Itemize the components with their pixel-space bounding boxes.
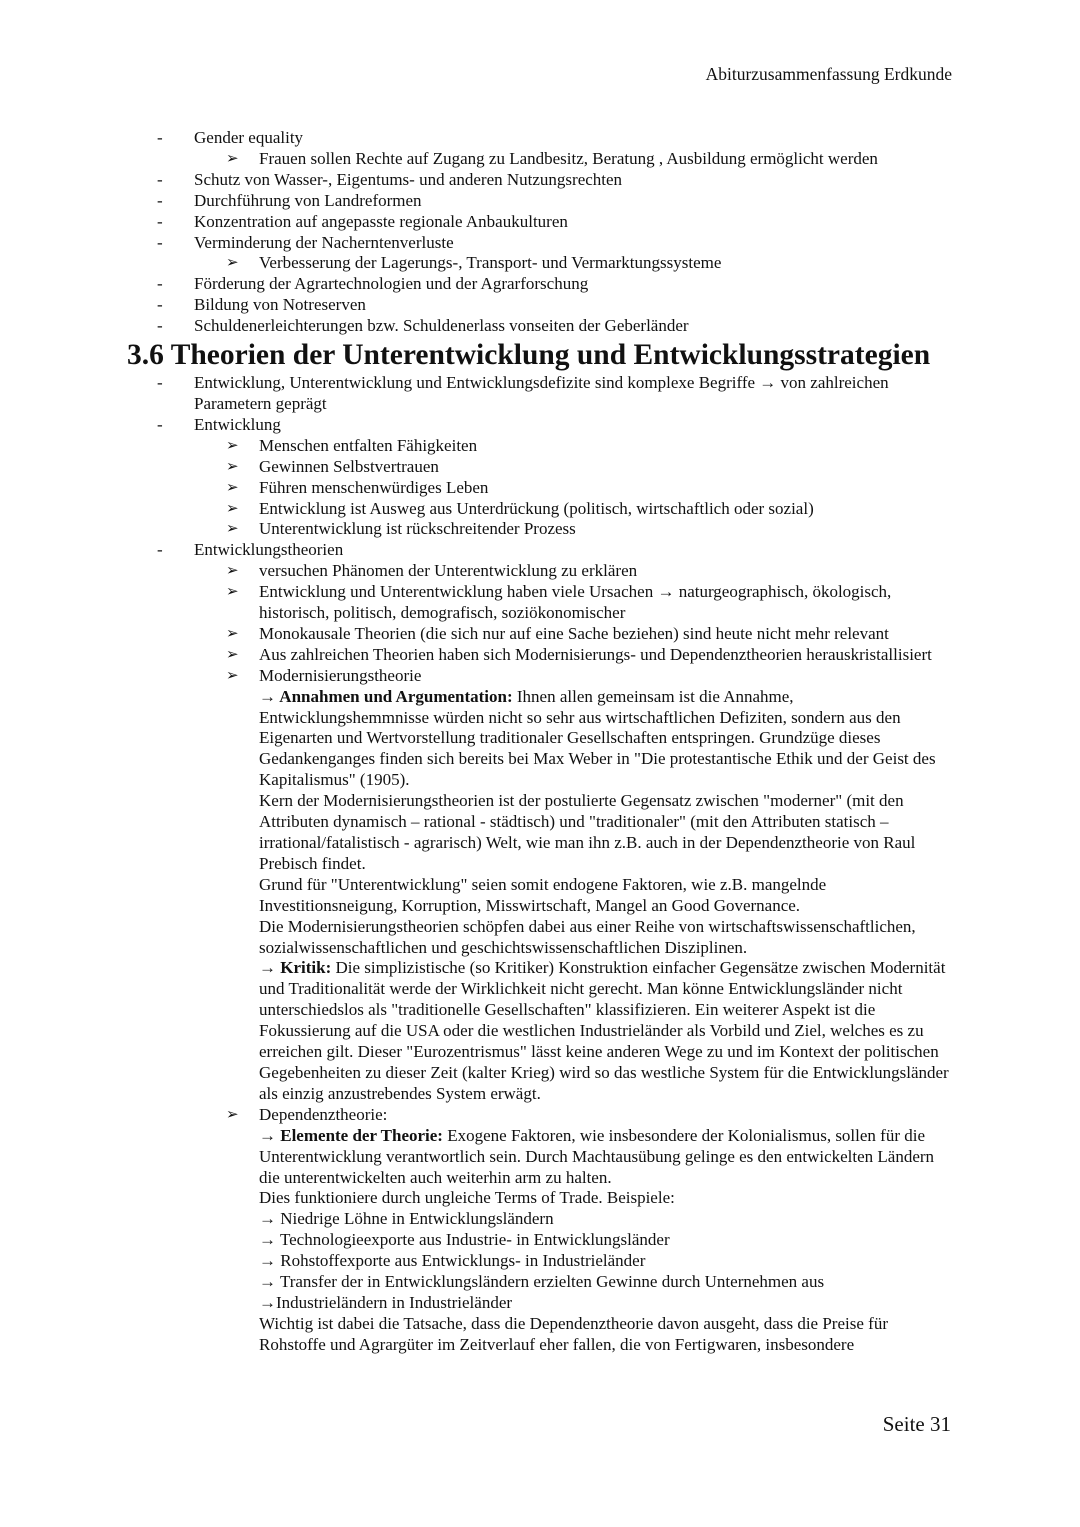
arrow-bullet-icon: ➢ xyxy=(226,646,239,663)
paragraph: Kern der Modernisierungstheorien ist der postulierte Gegensatz zwischen "moderner" (mit den Attributen dynamisch – rational - städtisch) und "traditionaler" (mit den Attributen statisch – irrational/fatalistisch - agrarisch) Welt, wie man ihn z.B. auch in der Dependenztheorie von Raul Prebisch findet. xyxy=(259,791,916,873)
sub-list-item-text: Entwicklung ist Ausweg aus Unterdrückung (politisch, wirtschaftlich oder sozial) xyxy=(259,498,814,518)
list-item xyxy=(0,128,1080,149)
sub-list-item xyxy=(0,1105,1080,1126)
sub-list-item-text: Frauen sollen Rechte auf Zugang zu Landbesitz, Beratung , Ausbildung ermöglicht werden xyxy=(259,148,878,168)
example-line: →Industrieländern in Industrieländer xyxy=(259,1292,513,1312)
sub-list-item xyxy=(0,436,1080,457)
list-item-text: Durchführung von Landreformen xyxy=(194,190,422,210)
list-item-text: Entwicklungstheorien xyxy=(194,540,344,560)
theory-title: Modernisierungstheorie xyxy=(259,665,422,685)
dash-bullet: - xyxy=(157,211,163,231)
list-item-text: Förderung der Agrartechnologien und der Agrarforschung xyxy=(194,274,589,294)
paragraph xyxy=(0,958,1080,1104)
arrow-bullet-icon: ➢ xyxy=(226,625,239,642)
dash-bullet: - xyxy=(157,295,163,315)
sub-list-item xyxy=(0,478,1080,499)
paragraph: Dies funktioniere durch ungleiche Terms of Trade. Beispiele: xyxy=(259,1188,675,1208)
sub-list-item-text: Monokausale Theorien (die sich nur auf eine Sache beziehen) sind heute nicht mehr relevant xyxy=(259,623,889,643)
section-heading: 3.6 Theorien der Unterentwicklung und Entwicklungsstrategien xyxy=(127,339,931,372)
arrow-bullet-icon: ➢ xyxy=(226,458,239,475)
sub-list-item xyxy=(0,645,1080,666)
list-item-text: Schuldenerleichterungen bzw. Schuldenerlass vonseiten der Geberländer xyxy=(194,316,689,336)
list-item xyxy=(0,540,1080,561)
list-item xyxy=(0,373,1080,415)
arrow-bullet-icon: ➢ xyxy=(226,255,239,272)
dash-bullet: - xyxy=(157,274,163,294)
arrow-bullet-icon: ➢ xyxy=(226,1106,239,1123)
arrow-bullet-icon: ➢ xyxy=(226,150,239,167)
arrow-bullet-icon: ➢ xyxy=(226,563,239,580)
list-item xyxy=(0,233,1080,254)
sub-list-item xyxy=(0,253,1080,274)
sub-list-item-text: Menschen entfalten Fähigkeiten xyxy=(259,435,478,455)
list-item xyxy=(0,170,1080,191)
sub-list-item xyxy=(0,582,1080,624)
sub-list-item xyxy=(0,149,1080,170)
dash-bullet: - xyxy=(157,414,163,434)
arrow-bullet-icon: ➢ xyxy=(226,479,239,496)
page-content xyxy=(0,128,1080,1356)
paragraph xyxy=(0,1126,1080,1189)
dash-bullet: - xyxy=(157,316,163,336)
example-line: → Rohstoffexporte aus Entwicklungs- in Industrieländer xyxy=(259,1251,646,1271)
arrow-bullet-icon: ➢ xyxy=(226,500,239,517)
list-item xyxy=(0,316,1080,337)
sub-list-item-text: Unterentwicklung ist rückschreitender Prozess xyxy=(259,519,576,539)
list-item-text: Gender equality xyxy=(194,128,304,147)
list-item-text: Schutz von Wasser-, Eigentums- und anderen Nutzungsrechten xyxy=(194,169,623,189)
sub-list-item-text: Verbesserung der Lagerungs-, Transport- und Vermarktungssysteme xyxy=(259,253,722,273)
dash-bullet: - xyxy=(157,540,163,560)
arrow-bullet-icon: ➢ xyxy=(226,667,239,684)
arrow-bullet-icon: ➢ xyxy=(226,521,239,538)
sub-list-item xyxy=(0,666,1080,687)
paragraph: Grund für "Unterentwicklung" seien somit endogene Faktoren, wie z.B. mangelnde Investitionsneigung, Korruption, Misswirtschaft, Mangel an Good Governance. xyxy=(259,874,827,915)
sub-list-item-text: Führen menschenwürdiges Leben xyxy=(259,477,489,497)
list-item xyxy=(0,295,1080,316)
arrow-bullet-icon: ➢ xyxy=(226,437,239,454)
list-item-text: Konzentration auf angepasste regionale Anbaukulturen xyxy=(194,211,568,231)
page-number: Seite 31 xyxy=(882,1412,951,1436)
dash-bullet: - xyxy=(157,232,163,252)
sub-list-item xyxy=(0,561,1080,582)
paragraph xyxy=(0,687,1080,792)
bold-label: → Elemente der Theorie: xyxy=(259,1125,443,1145)
theory-title: Dependenztheorie: xyxy=(259,1104,388,1124)
bold-label: → Kritik: xyxy=(259,958,332,978)
list-item xyxy=(0,191,1080,212)
arrow-bullet-icon: ➢ xyxy=(226,584,239,601)
page-header: Abiturzusammenfassung Erdkunde xyxy=(705,64,952,84)
list-item xyxy=(0,415,1080,436)
paragraph: Die Modernisierungstheorien schöpfen dabei aus einer Reihe von wirtschaftswissenschaftlichen, sozialwissenschaftlichen und geschichtswissenschaftlichen Disziplinen. xyxy=(259,916,916,957)
paragraph-text: Die simplizistische (so Kritiker) Konstruktion einfacher Gegensätze zwischen Modernität und Traditionalität werde der Wirklichkeit nicht gerecht. Man könne Entwicklungsländer nicht unterschiedslos als "traditionelle Gesellschaften" klassifizieren. Ein weiterer Aspekt ist die Fokussierung auf die USA oder die westlichen Industrieländer als Vorbild und Ziel, welches es zu erreichen gilt. Dieser "Eurozentrismus" lässt keine anderen Wege zu und im Kontext der politischen Gegebenheiten zu dieser Zeit (kalter Krieg) wird so das westliche System für die Entwicklungsländer als einzig anzustrebendes System erwägt. xyxy=(259,958,949,1103)
list-item xyxy=(0,274,1080,295)
dash-bullet: - xyxy=(157,190,163,210)
list-item-text: Entwicklung xyxy=(194,414,281,434)
dash-bullet: - xyxy=(157,128,163,147)
list-item-text: Bildung von Notreserven xyxy=(194,295,366,315)
example-line: → Niedrige Löhne in Entwicklungsländern xyxy=(259,1209,554,1229)
sub-list-item xyxy=(0,519,1080,540)
list-item-text: Entwicklung, Unterentwicklung und Entwicklungsdefizite sind komplexe Begriffe → von zahlreichen Parametern geprägt xyxy=(194,373,889,413)
list-item-text: Verminderung der Nacherntenverluste xyxy=(194,232,454,252)
paragraph-text: Ihnen allen gemeinsam ist die Annahme, Entwicklungshemmnisse würden nicht so sehr aus wirtschaftlichen Defiziten, sondern aus den Eigenarten und Wertvorstellung traditionaler Gesellschaften entspringen. Grundzüge dieses Gedankenganges finden sich bereits bei Max Weber in "Die protestantische Ethik und der Geist des Kapitalismus" (1905). xyxy=(259,686,936,790)
sub-list-item-text: Gewinnen Selbstvertrauen xyxy=(259,456,439,476)
list-item xyxy=(0,212,1080,233)
dash-bullet: - xyxy=(157,169,163,189)
sub-list-item-text: Aus zahlreichen Theorien haben sich Modernisierungs- und Dependenztheorien herauskristallisiert xyxy=(259,644,932,664)
sub-list-item xyxy=(0,499,1080,520)
sub-list-item xyxy=(0,457,1080,478)
paragraph-text: Exogene Faktoren, wie insbesondere der Kolonialismus, sollen für die Unterentwicklung verantwortlich sein. Durch Machtausübung gelinge es den entwickelten Ländern die unterentwickelten auch weiterhin arm zu halten. xyxy=(259,1125,935,1187)
example-line: → Transfer der in Entwicklungsländern erzielten Gewinne durch Unternehmen aus xyxy=(259,1272,825,1292)
dash-bullet: - xyxy=(157,373,163,393)
sub-list-item xyxy=(0,624,1080,645)
sub-list-item-text: versuchen Phänomen der Unterentwicklung zu erklären xyxy=(259,561,638,581)
example-line: → Technologieexporte aus Industrie- in Entwicklungsländer xyxy=(259,1230,670,1250)
paragraph: Wichtig ist dabei die Tatsache, dass die Dependenztheorie davon ausgeht, dass die Preise für Rohstoffe und Agrargüter im Zeitverlauf eher fallen, die von Fertigwaren, insbesondere xyxy=(259,1313,888,1354)
bold-label: → Annahmen und Argumentation: xyxy=(259,686,513,706)
sub-list-item-text: Entwicklung und Unterentwicklung haben viele Ursachen → naturgeographisch, ökologisch, historisch, politisch, demografisch, soziökonomischer xyxy=(259,582,892,623)
